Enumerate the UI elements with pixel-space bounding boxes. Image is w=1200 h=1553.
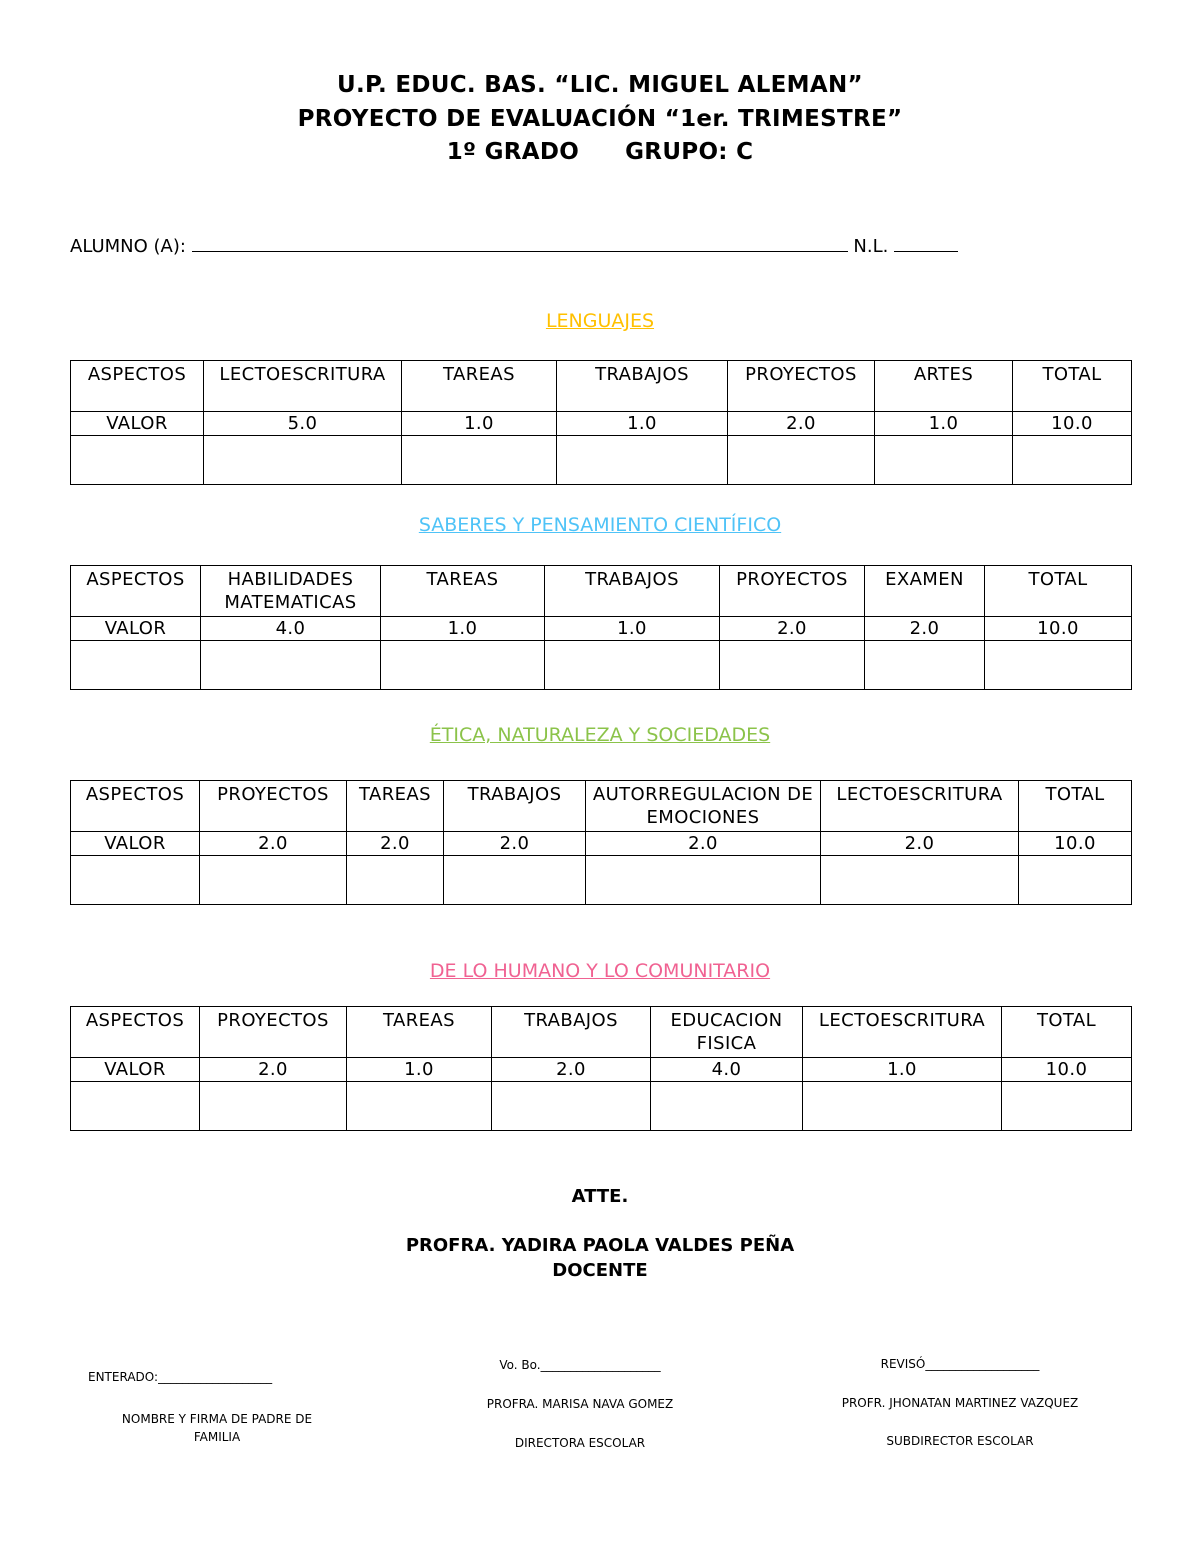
score-cell[interactable] <box>985 641 1132 690</box>
header-cell: TOTAL <box>985 566 1132 617</box>
header-cell: TAREAS <box>402 361 557 412</box>
table-etica <box>70 780 1132 905</box>
score-cell[interactable] <box>1019 856 1132 905</box>
header-cell: PROYECTOS <box>200 781 347 832</box>
header-cell: TRABAJOS <box>492 1007 651 1058</box>
header-cell: EDUCACION FISICA <box>651 1007 803 1058</box>
value-cell: 2.0 <box>865 617 985 641</box>
header-cell: TAREAS <box>381 566 545 617</box>
value-cell: 2.0 <box>492 1058 651 1082</box>
score-cell[interactable] <box>803 1082 1002 1131</box>
table-lenguajes <box>70 360 1132 485</box>
header-cell: ARTES <box>875 361 1013 412</box>
score-cell[interactable] <box>204 436 402 485</box>
table-humano <box>70 1006 1132 1131</box>
value-cell: 4.0 <box>201 617 381 641</box>
score-cell[interactable] <box>71 641 201 690</box>
director-line: ____________________ <box>540 1358 661 1372</box>
value-cell: 10.0 <box>1019 832 1132 856</box>
value-cell: 10.0 <box>1013 412 1132 436</box>
header-project-title: PROYECTO DE EVALUACIÓN “1er. TRIMESTRE” <box>297 106 903 132</box>
header-cell: LECTOESCRITURA <box>803 1007 1002 1058</box>
subdirector-line: ___________________ <box>925 1357 1040 1371</box>
value-cell: 1.0 <box>875 412 1013 436</box>
value-cell: 2.0 <box>586 832 821 856</box>
header-cell: TAREAS <box>347 1007 492 1058</box>
header-cell: LECTOESCRITURA <box>821 781 1019 832</box>
score-cell[interactable] <box>71 1082 200 1131</box>
value-cell: 2.0 <box>200 1058 347 1082</box>
value-cell: 5.0 <box>204 412 402 436</box>
teacher-name: PROFRA. YADIRA PAOLA VALDES PEÑA <box>405 1235 795 1256</box>
value-cell: VALOR <box>71 617 201 641</box>
section-title-lenguajes: LENGUAJES <box>545 310 655 332</box>
parent-label: ENTERADO: <box>88 1370 159 1384</box>
score-cell[interactable] <box>402 436 557 485</box>
teacher-role: DOCENTE <box>552 1260 648 1281</box>
score-cell[interactable] <box>347 856 444 905</box>
header-cell: PROYECTOS <box>200 1007 347 1058</box>
score-cell[interactable] <box>875 436 1013 485</box>
value-cell: 1.0 <box>402 412 557 436</box>
score-cell[interactable] <box>71 856 200 905</box>
nl-label: N.L. <box>853 236 889 257</box>
value-cell: 2.0 <box>720 617 865 641</box>
subdirector-label: REVISÓ <box>880 1357 926 1371</box>
score-cell[interactable] <box>444 856 586 905</box>
score-cell[interactable] <box>545 641 720 690</box>
student-line <box>70 236 958 257</box>
value-cell: 2.0 <box>821 832 1019 856</box>
value-cell: 1.0 <box>557 412 728 436</box>
nl-field[interactable] <box>894 237 958 252</box>
value-cell: 2.0 <box>200 832 347 856</box>
value-cell: 2.0 <box>728 412 875 436</box>
value-cell: 1.0 <box>381 617 545 641</box>
header-cell: EXAMEN <box>865 566 985 617</box>
header-cell: ASPECTOS <box>71 1007 200 1058</box>
score-cell[interactable] <box>821 856 1019 905</box>
section-title-etica: ÉTICA, NATURALEZA Y SOCIEDADES <box>429 724 771 746</box>
atte-label: ATTE. <box>571 1186 629 1207</box>
director-role: DIRECTORA ESCOLAR <box>514 1436 646 1450</box>
header-grade-group <box>0 139 1200 165</box>
value-cell: 4.0 <box>651 1058 803 1082</box>
value-cell: 10.0 <box>1002 1058 1132 1082</box>
director-name: PROFRA. MARISA NAVA GOMEZ <box>486 1397 674 1411</box>
score-cell[interactable] <box>201 641 381 690</box>
score-cell[interactable] <box>728 436 875 485</box>
header-cell: ASPECTOS <box>71 781 200 832</box>
value-cell: 10.0 <box>985 617 1132 641</box>
score-cell[interactable] <box>71 436 204 485</box>
value-cell: 1.0 <box>545 617 720 641</box>
score-cell[interactable] <box>492 1082 651 1131</box>
student-name-field[interactable] <box>192 237 848 252</box>
header-cell: PROYECTOS <box>720 566 865 617</box>
score-cell[interactable] <box>1013 436 1132 485</box>
subdirector-role: SUBDIRECTOR ESCOLAR <box>886 1434 1034 1448</box>
header-cell: TRABAJOS <box>444 781 586 832</box>
subdirector-name: PROFR. JHONATAN MARTINEZ VAZQUEZ <box>841 1396 1079 1410</box>
header-cell: TRABAJOS <box>545 566 720 617</box>
value-cell: 2.0 <box>444 832 586 856</box>
section-title-saberes: SABERES Y PENSAMIENTO CIENTÍFICO <box>418 514 782 536</box>
score-cell[interactable] <box>720 641 865 690</box>
score-cell[interactable] <box>557 436 728 485</box>
score-cell[interactable] <box>200 1082 347 1131</box>
header-school-name: U.P. EDUC. BAS. “LIC. MIGUEL ALEMAN” <box>337 72 863 98</box>
score-cell[interactable] <box>586 856 821 905</box>
score-cell[interactable] <box>1002 1082 1132 1131</box>
value-cell: 1.0 <box>803 1058 1002 1082</box>
header-cell: TAREAS <box>347 781 444 832</box>
header-cell: AUTORREGULACION DE EMOCIONES <box>586 781 821 832</box>
director-signature-line[interactable] <box>430 1358 730 1372</box>
student-label: ALUMNO (A): <box>70 236 186 257</box>
score-cell[interactable] <box>347 1082 492 1131</box>
table-saberes <box>70 565 1132 690</box>
header-cell: LECTOESCRITURA <box>204 361 402 412</box>
parent-caption: NOMBRE Y FIRMA DE PADRE DE FAMILIA <box>121 1412 313 1444</box>
value-cell: 2.0 <box>347 832 444 856</box>
subdirector-signature-line[interactable] <box>810 1357 1110 1371</box>
parent-signature-line[interactable] <box>88 1370 348 1384</box>
header-cell: TOTAL <box>1013 361 1132 412</box>
value-cell: VALOR <box>71 412 204 436</box>
director-label: Vo. Bo. <box>499 1358 541 1372</box>
value-cell: VALOR <box>71 1058 200 1082</box>
header-cell: HABILIDADES MATEMATICAS <box>201 566 381 617</box>
header-cell: TOTAL <box>1002 1007 1132 1058</box>
score-cell[interactable] <box>200 856 347 905</box>
header-cell: ASPECTOS <box>71 361 204 412</box>
parent-line: ___________________ <box>158 1370 273 1384</box>
value-cell: 1.0 <box>347 1058 492 1082</box>
section-title-humano: DE LO HUMANO Y LO COMUNITARIO <box>429 960 771 982</box>
value-cell: VALOR <box>71 832 200 856</box>
header-cell: TOTAL <box>1019 781 1132 832</box>
score-cell[interactable] <box>381 641 545 690</box>
grade-label: 1º GRADO <box>446 139 580 165</box>
score-cell[interactable] <box>865 641 985 690</box>
header-cell: PROYECTOS <box>728 361 875 412</box>
header-cell: TRABAJOS <box>557 361 728 412</box>
header-cell: ASPECTOS <box>71 566 201 617</box>
score-cell[interactable] <box>651 1082 803 1131</box>
group-label: GRUPO: C <box>625 139 754 165</box>
